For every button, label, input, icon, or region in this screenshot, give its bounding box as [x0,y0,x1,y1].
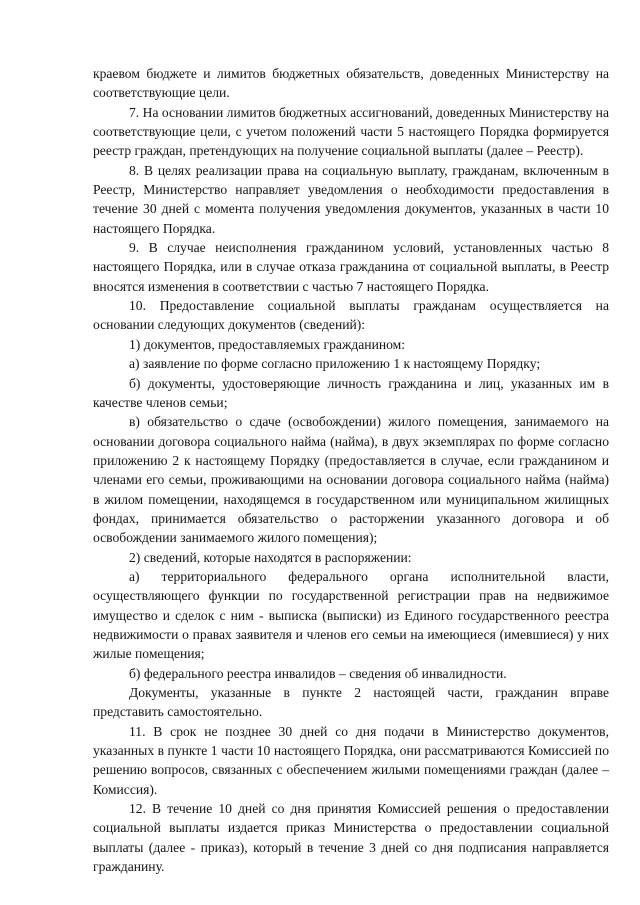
paragraph-11: 11. В срок не позднее 30 дней со дня подачи в Министерство документов, указанных в пункте 1 части 10 настоящего Порядка, они рассматриваются Комиссией по решению вопросов, связанных с обеспечением жилыми помещениями граждан (далее – Комиссия). [93,723,609,797]
document-page [93,64,609,876]
paragraph-continuation: краевом бюджете и лимитов бюджетных обязательств, доведенных Министерству на соответствующие цели. [93,66,609,101]
paragraph-10-item-1-v: в) обязательство о сдаче (освобождении) жилого помещения, занимаемого на основании договора социального найма (найма), в двух экземплярах по форме согласно приложению 2 к настоящему Порядку (предоставляется в случае, если гражданином и членами его семьи, проживающими на основании договора социального найма (найма) в жилом помещении, находящемся в государственном или муниципальном жилищных фондах, принимается обязательство о расторжении указанного договора и об освобождении занимаемого жилого помещения); [93,414,609,546]
paragraph-12: 12. В течение 10 дней со дня принятия Комиссией решения о предоставлении социальной выплаты издается приказ Министерства о предоставлении социальной выплаты (далее - приказ), который в течение 3 дней со дня подписания направляется гражданину. [93,801,609,875]
paragraph-10-item-2-a: а) территориального федерального органа исполнительной власти, осуществляющего функции по государственной регистрации прав на недвижимое имущество и сделок с ним - выписка (выписки) из Единого государственного реестра недвижимости о правах заявителя и членов его семьи на имеющиеся (имевшиеся) у них жилые помещения; [93,568,609,662]
paragraph-10: 10. Предоставление социальной выплаты гражданам осуществляется на основании следующих документов (сведений): [93,298,609,333]
paragraph-10-item-1-b: б) документы, удостоверяющие личность гражданина и лиц, указанных им в качестве членов семьи; [93,375,609,410]
paragraph-8: 8. В целях реализации права на социальную выплату, гражданам, включенным в Реестр, Министерство направляет уведомления о необходимости предоставления в течение 30 дней с момента получения уведомления документов, указанных в части 10 настоящего Порядка. [93,162,609,236]
paragraph-9: 9. В случае неисполнения гражданином условий, установленных частью 8 настоящего Порядка, или в случае отказа гражданина от социальной выплаты, в Реестр вносятся изменения в соответствии с частью 7 настоящего Порядка. [93,240,609,294]
paragraph-10-item-1: 1) документов, предоставляемых гражданином: [129,336,406,352]
paragraph-10-item-2-b: б) федерального реестра инвалидов – сведения об инвалидности. [129,665,507,681]
paragraph-7: 7. На основании лимитов бюджетных ассигнований, доведенных Министерству на соответствующие цели, с учетом положений части 5 настоящего Порядка формируется реестр граждан, претендующих на получение социальной выплаты (далее – Реестр). [93,104,609,159]
paragraph-10-item-1-a: а) заявление по форме согласно приложению 1 к настоящему Порядку; [129,356,541,372]
paragraph-10-item-2: 2) сведений, которые находятся в распоряжении: [129,549,412,565]
paragraph-10-note: Документы, указанные в пункте 2 настоящей части, гражданин вправе представить самостоятельно. [93,685,609,720]
